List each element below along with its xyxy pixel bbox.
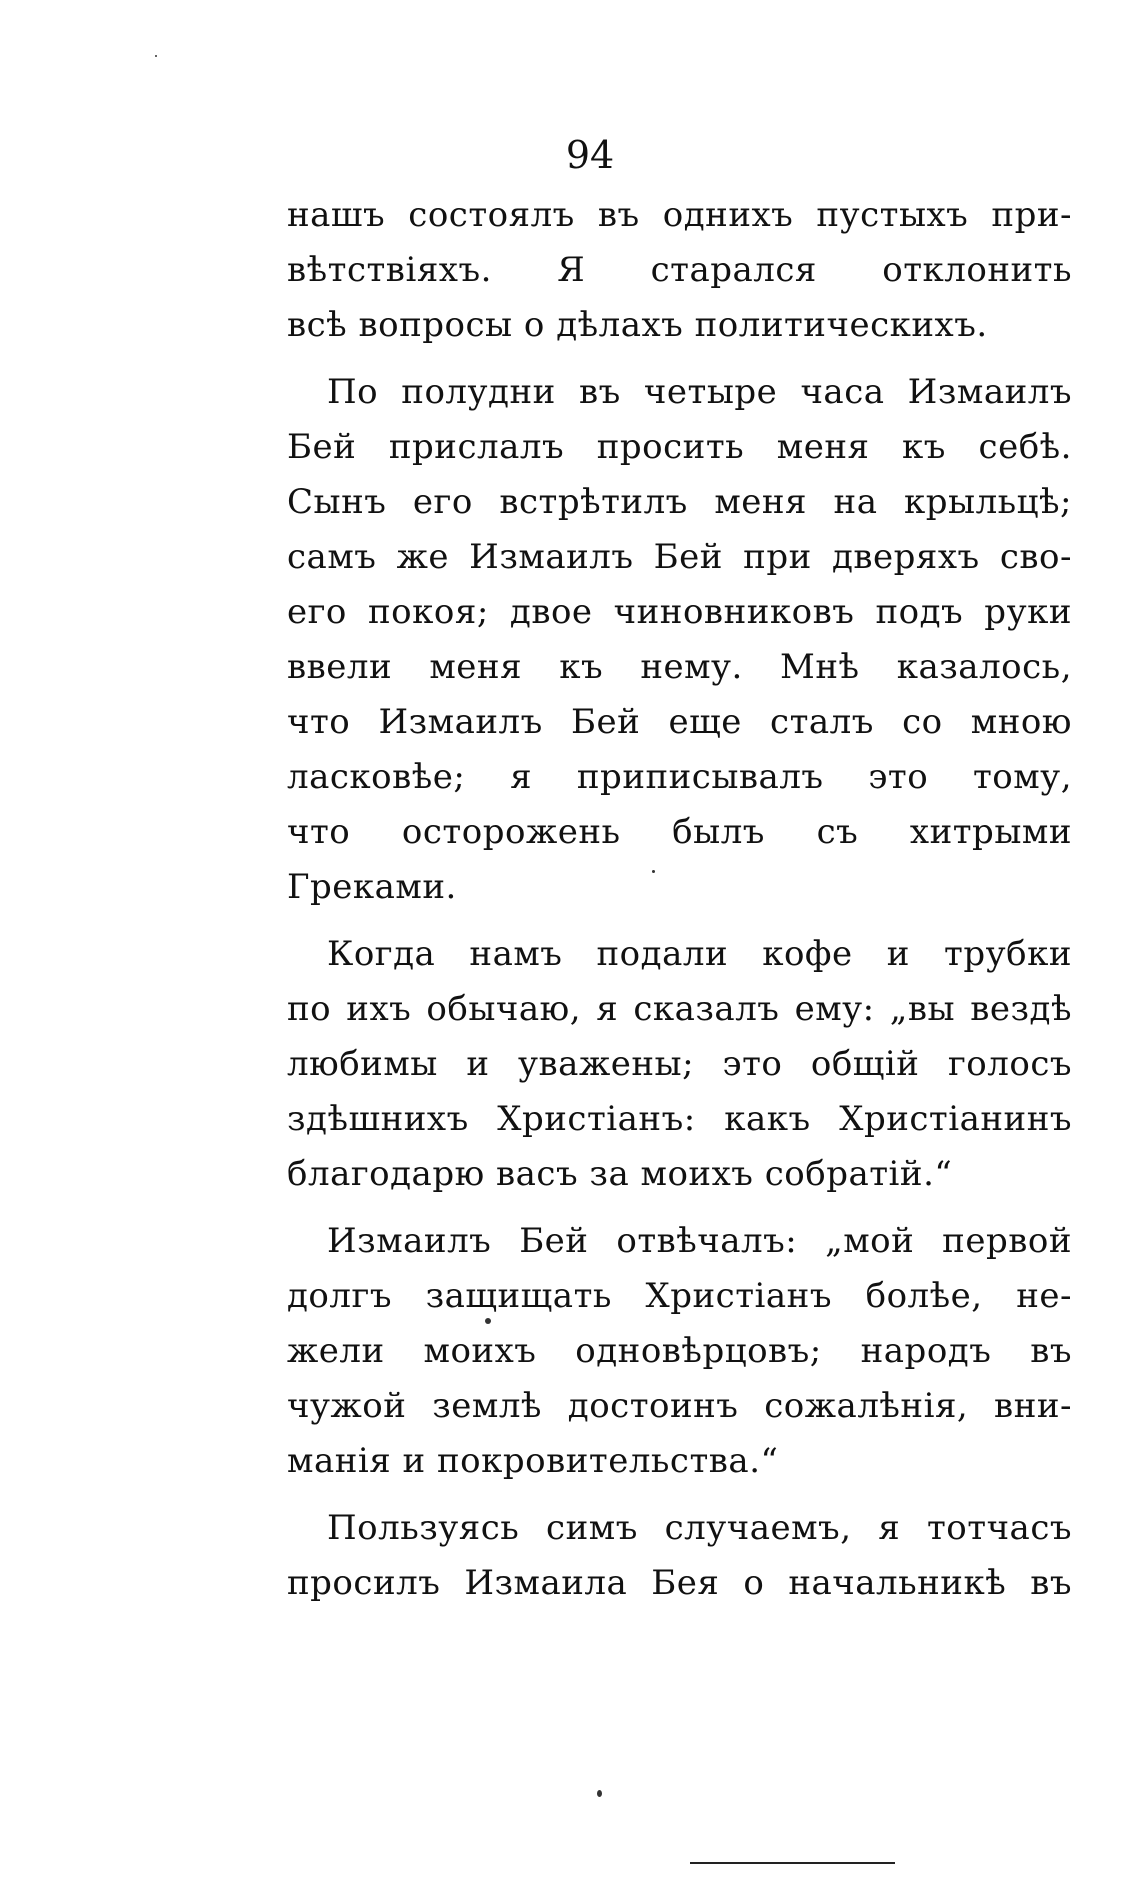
paragraph (287, 927, 1072, 1202)
ink-speck (652, 870, 655, 873)
text-line: его покоя; двое чиновниковъ подъ руки (287, 592, 1072, 632)
text-line: самъ же Измаилъ Бей при дверяхъ сво- (287, 537, 1072, 577)
text-line: Когда намъ подали кофе и трубки (327, 934, 1072, 974)
paragraph (287, 188, 1072, 353)
text-line: манія и покровительства.“ (287, 1441, 779, 1481)
bottom-rule (690, 1862, 895, 1864)
text-line: любимы и уважены; это общій голосъ (287, 1044, 1072, 1084)
text-line: вѣтствіяхъ. Я старался отклонить (287, 250, 1072, 290)
text-line: что Измаилъ Бей еще сталъ со мною (287, 702, 1072, 742)
text-line: долгъ защищать Христіанъ болѣе, не- (287, 1276, 1072, 1316)
text-line: просилъ Измаила Бея о начальникѣ въ (287, 1563, 1072, 1603)
text-line: жели моихъ одновѣрцовъ; народъ въ (287, 1331, 1072, 1371)
page-number: 94 (565, 133, 615, 177)
text-line: Бей прислалъ просить меня къ себѣ. (287, 427, 1072, 467)
paragraph (287, 1214, 1072, 1489)
text-line: Измаилъ Бей отвѣчалъ: „мой первой (327, 1221, 1072, 1261)
text-line: ввели меня къ нему. Мнѣ казалось, (287, 647, 1072, 687)
text-line: благодарю васъ за моихъ собратій.“ (287, 1154, 953, 1194)
text-line: нашъ состоялъ въ однихъ пустыхъ при- (287, 195, 1072, 235)
text-line: ласковѣе; я приписывалъ это тому, (287, 757, 1072, 797)
text-line: Греками. (287, 867, 457, 907)
body-text (287, 188, 1072, 1611)
ink-speck (155, 55, 157, 57)
paragraph (287, 365, 1072, 915)
ink-speck (597, 1790, 602, 1797)
text-line: здѣшнихъ Христіанъ: какъ Христіанинъ (287, 1099, 1072, 1139)
text-line: всѣ вопросы о дѣлахъ политическихъ. (287, 305, 988, 345)
text-line: По полудни въ четыре часа Измаилъ (327, 372, 1072, 412)
text-line: Пользуясь симъ случаемъ, я тотчасъ (327, 1508, 1072, 1548)
paragraph (287, 1501, 1072, 1611)
ink-speck (485, 1318, 491, 1324)
text-line: что осторожень былъ съ хитрыми (287, 812, 1072, 852)
text-line: Сынъ его встрѣтилъ меня на крыльцѣ; (287, 482, 1072, 522)
text-line: чужой землѣ достоинъ сожалѣнія, вни- (287, 1386, 1072, 1426)
text-line: по ихъ обычаю, я сказалъ ему: „вы вездѣ (287, 989, 1072, 1029)
